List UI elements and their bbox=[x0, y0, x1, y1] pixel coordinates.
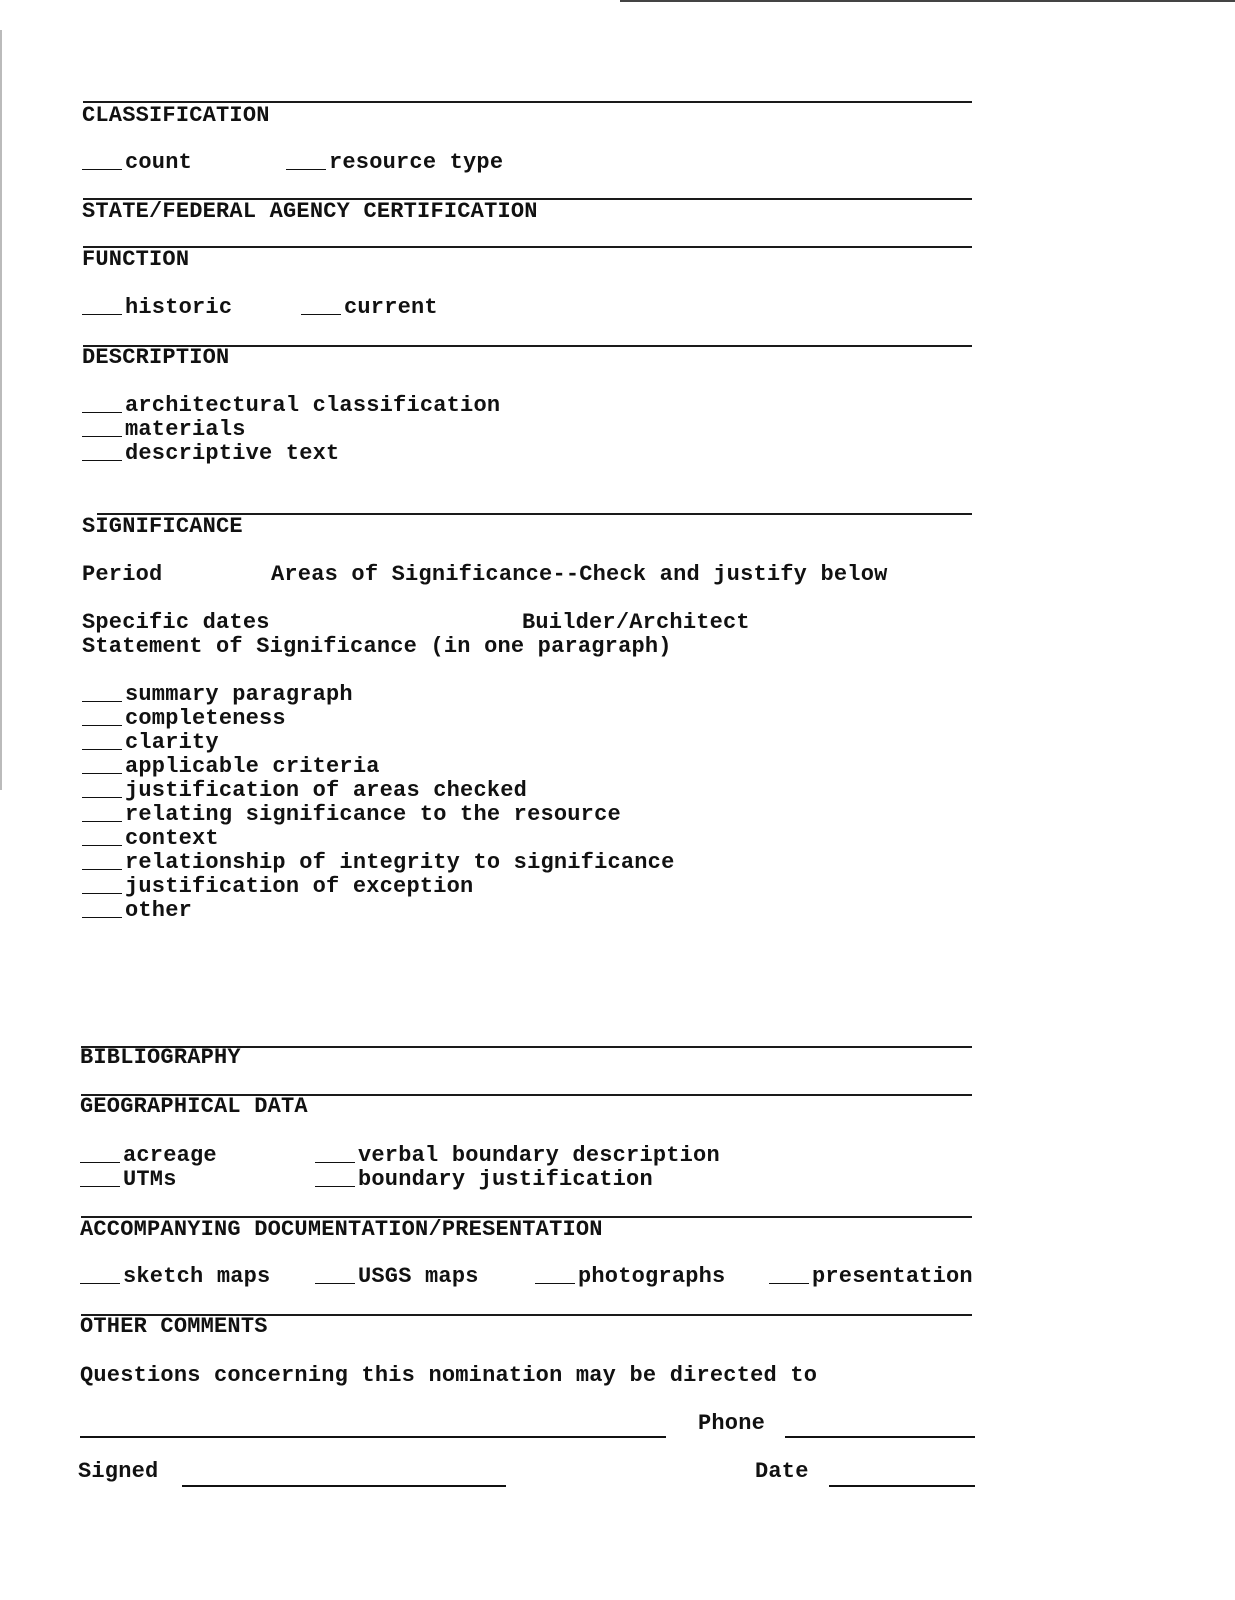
bibliography-heading: BIBLIOGRAPHY bbox=[80, 1045, 241, 1070]
signed-label: Signed bbox=[78, 1459, 159, 1484]
areas-label: Areas of Significance--Check and justify below bbox=[271, 562, 888, 587]
checkbox-utms[interactable]: UTMs bbox=[80, 1168, 177, 1192]
checkbox-integrity-relationship[interactable]: relationship of integrity to significance bbox=[82, 851, 675, 875]
checkbox-count[interactable]: count bbox=[82, 151, 192, 175]
phone-label: Phone bbox=[698, 1411, 766, 1436]
checkbox-current[interactable]: current bbox=[301, 296, 438, 320]
checkbox-resource-type[interactable]: resource type bbox=[286, 151, 503, 175]
period-label: Period bbox=[82, 562, 163, 587]
checkbox-usgs-maps[interactable]: USGS maps bbox=[315, 1265, 479, 1289]
scan-edge-left bbox=[0, 30, 2, 790]
signature-line[interactable] bbox=[182, 1485, 506, 1487]
specific-dates-label: Specific dates bbox=[82, 610, 270, 635]
checkbox-sketch-maps[interactable]: sketch maps bbox=[80, 1265, 270, 1289]
builder-architect-label: Builder/Architect bbox=[522, 610, 750, 635]
scan-edge-top bbox=[620, 0, 1235, 2]
other-comments-heading: OTHER COMMENTS bbox=[80, 1314, 268, 1339]
date-line[interactable] bbox=[829, 1485, 975, 1487]
checkbox-presentation[interactable]: presentation bbox=[769, 1265, 973, 1289]
checkbox-historic[interactable]: historic bbox=[82, 296, 232, 320]
checkbox-justification-exception[interactable]: justification of exception bbox=[82, 875, 473, 899]
documentation-heading: ACCOMPANYING DOCUMENTATION/PRESENTATION bbox=[80, 1217, 603, 1242]
checkbox-relating-significance[interactable]: relating significance to the resource bbox=[82, 803, 621, 827]
questions-text: Questions concerning this nomination may be directed to bbox=[80, 1363, 818, 1388]
statement-label: Statement of Significance (in one paragraph) bbox=[82, 634, 672, 659]
checkbox-summary-paragraph[interactable]: summary paragraph bbox=[82, 683, 353, 707]
certification-heading: STATE/FEDERAL AGENCY CERTIFICATION bbox=[82, 199, 538, 224]
checkbox-acreage[interactable]: acreage bbox=[80, 1144, 217, 1168]
checkbox-justification-areas[interactable]: justification of areas checked bbox=[82, 779, 527, 803]
date-label: Date bbox=[755, 1459, 809, 1484]
section-rule bbox=[83, 246, 972, 248]
checkbox-completeness[interactable]: completeness bbox=[82, 707, 286, 731]
description-heading: DESCRIPTION bbox=[82, 345, 230, 370]
checkbox-clarity[interactable]: clarity bbox=[82, 731, 219, 755]
significance-heading: SIGNIFICANCE bbox=[82, 514, 243, 539]
checkbox-photographs[interactable]: photographs bbox=[535, 1265, 725, 1289]
checkbox-context[interactable]: context bbox=[82, 827, 219, 851]
contact-name-line[interactable] bbox=[80, 1436, 666, 1438]
checkbox-materials[interactable]: materials bbox=[82, 418, 246, 442]
checkbox-verbal-boundary[interactable]: verbal boundary description bbox=[315, 1144, 720, 1168]
geographical-heading: GEOGRAPHICAL DATA bbox=[80, 1094, 308, 1119]
function-heading: FUNCTION bbox=[82, 247, 190, 272]
checkbox-descriptive-text[interactable]: descriptive text bbox=[82, 442, 339, 466]
checkbox-boundary-justification[interactable]: boundary justification bbox=[315, 1168, 653, 1192]
classification-heading: CLASSIFICATION bbox=[82, 103, 270, 128]
checkbox-architectural-classification[interactable]: architectural classification bbox=[82, 394, 500, 418]
checkbox-other[interactable]: other bbox=[82, 899, 192, 923]
phone-line[interactable] bbox=[785, 1436, 975, 1438]
checkbox-applicable-criteria[interactable]: applicable criteria bbox=[82, 755, 380, 779]
